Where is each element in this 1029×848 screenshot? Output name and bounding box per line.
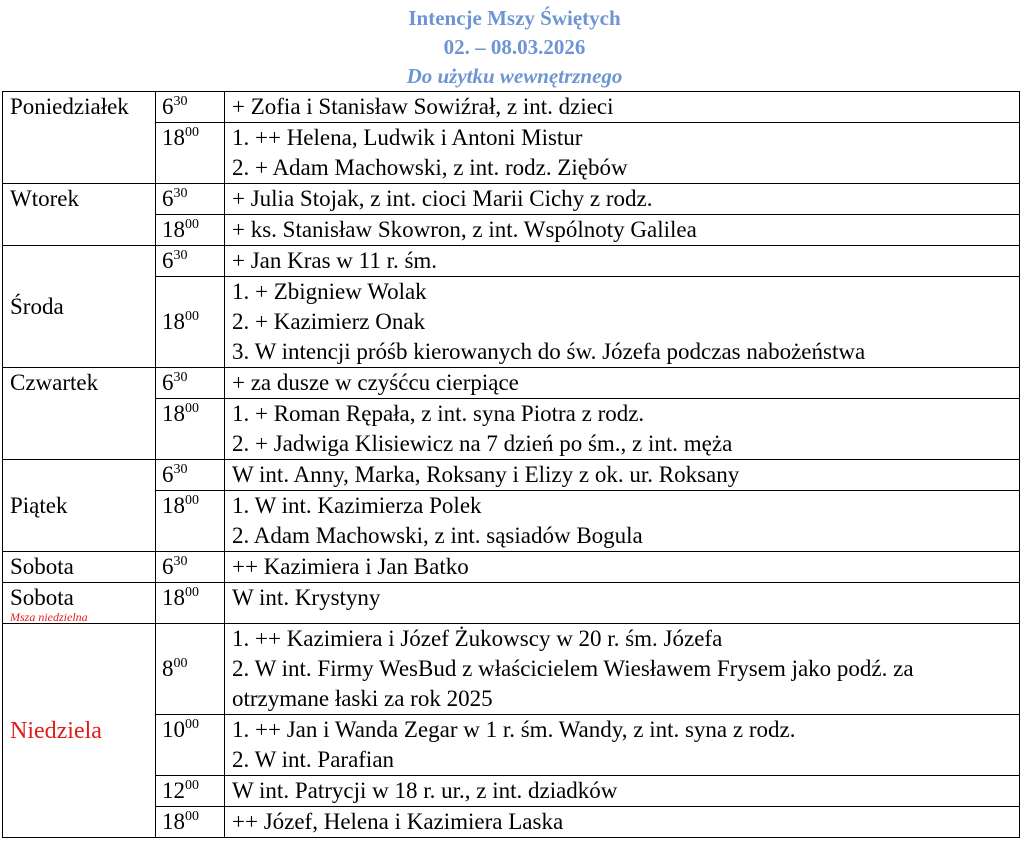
time-cell: $18^{00}$: [156, 123, 225, 184]
table-row: [3, 399, 1020, 460]
date-range: 02. – 08.03.2026: [443, 35, 586, 59]
intention-cell: W int. Patrycji w 18 r. ur., z int. dziadków: [225, 776, 1020, 807]
intention-cell: 1. ++ Helena, Ludwik i Antoni Mistur 2. + Adam Machowski, z int. rodz. Ziębów: [225, 123, 1020, 184]
time-cell: $18^{00}$: [156, 583, 225, 624]
intention-cell: ++ Kazimiera i Jan Batko: [225, 552, 1020, 583]
time-cell: $8^{00}$: [156, 624, 225, 715]
document-header: [0, 0, 1029, 91]
table-row: [3, 215, 1020, 246]
time-cell: $12^{00}$: [156, 776, 225, 807]
intention-cell: + Julia Stojak, z int. cioci Marii Cichy z rodz.: [225, 184, 1020, 215]
day-cell-wednesday: Środa: [3, 246, 156, 368]
day-cell-thursday: Czwartek: [3, 368, 156, 460]
table-row: [3, 184, 1020, 215]
time-cell: $18^{00}$: [156, 491, 225, 552]
table-row: [3, 624, 1020, 715]
mass-intentions-table: [2, 91, 1020, 838]
sunday-mass-note: Msza niedzielna: [10, 610, 88, 624]
intention-cell: W int. Anny, Marka, Roksany i Elizy z ok. ur. Roksany: [225, 460, 1020, 491]
table-row: [3, 246, 1020, 277]
time-cell: $18^{00}$: [156, 807, 225, 838]
time-cell: $10^{00}$: [156, 715, 225, 776]
table-row: [3, 368, 1020, 399]
internal-use-note: Do użytku wewnętrznego: [406, 64, 623, 88]
day-cell-monday: Poniedziałek: [3, 92, 156, 184]
table-row: [3, 715, 1020, 776]
day-cell-friday: Piątek: [3, 460, 156, 552]
time-cell: $18^{00}$: [156, 277, 225, 368]
time-cell: $6^{30}$: [156, 368, 225, 399]
intention-cell: 1. ++ Jan i Wanda Zegar w 1 r. śm. Wandy, z int. syna z rodz. 2. W int. Parafian: [225, 715, 1020, 776]
time-cell: $6^{30}$: [156, 92, 225, 123]
time-cell: $6^{30}$: [156, 552, 225, 583]
table-row: [3, 92, 1020, 123]
intention-cell: + Jan Kras w 11 r. śm.: [225, 246, 1020, 277]
day-cell-sunday: Niedziela: [3, 624, 156, 838]
time-cell: $18^{00}$: [156, 215, 225, 246]
table-row: [3, 776, 1020, 807]
time-cell: $6^{30}$: [156, 184, 225, 215]
day-cell-saturday: Sobota: [3, 552, 156, 583]
intention-cell: + Zofia i Stanisław Sowiźrał, z int. dzieci: [225, 92, 1020, 123]
page-title: Intencje Mszy Świętych: [408, 6, 621, 30]
table-row: [3, 277, 1020, 368]
table-row: [3, 552, 1020, 583]
intention-cell: 1. ++ Kazimiera i Józef Żukowscy w 20 r. śm. Józefa 2. W int. Firmy WesBud z właścicielem Wiesławem Frysem jako podź. za otrzymane łaski za rok 2025: [225, 624, 1020, 715]
intention-cell: + ks. Stanisław Skowron, z int. Wspólnoty Galilea: [225, 215, 1020, 246]
intention-cell: + za dusze w czyśćcu cierpiące: [225, 368, 1020, 399]
intention-cell: 1. + Zbigniew Wolak 2. + Kazimierz Onak 3. W intencji próśb kierowanych do św. Józefa podczas nabożeństwa: [225, 277, 1020, 368]
table-row: [3, 491, 1020, 552]
table-row: [3, 123, 1020, 184]
intention-cell: ++ Józef, Helena i Kazimiera Laska: [225, 807, 1020, 838]
table-row: [3, 807, 1020, 838]
intention-cell: 1. + Roman Rępała, z int. syna Piotra z rodz. 2. + Jadwiga Klisiewicz na 7 dzień po śm., z int. męża: [225, 399, 1020, 460]
day-cell-saturday-evening: Sobota Msza niedzielna: [3, 583, 156, 624]
intention-cell: W int. Krystyny: [225, 583, 1020, 624]
table-row: [3, 583, 1020, 624]
time-cell: $6^{30}$: [156, 246, 225, 277]
time-cell: $6^{30}$: [156, 460, 225, 491]
intention-cell: 1. W int. Kazimierza Polek 2. Adam Machowski, z int. sąsiadów Bogula: [225, 491, 1020, 552]
table-row: [3, 460, 1020, 491]
time-cell: $18^{00}$: [156, 399, 225, 460]
day-cell-tuesday: Wtorek: [3, 184, 156, 246]
